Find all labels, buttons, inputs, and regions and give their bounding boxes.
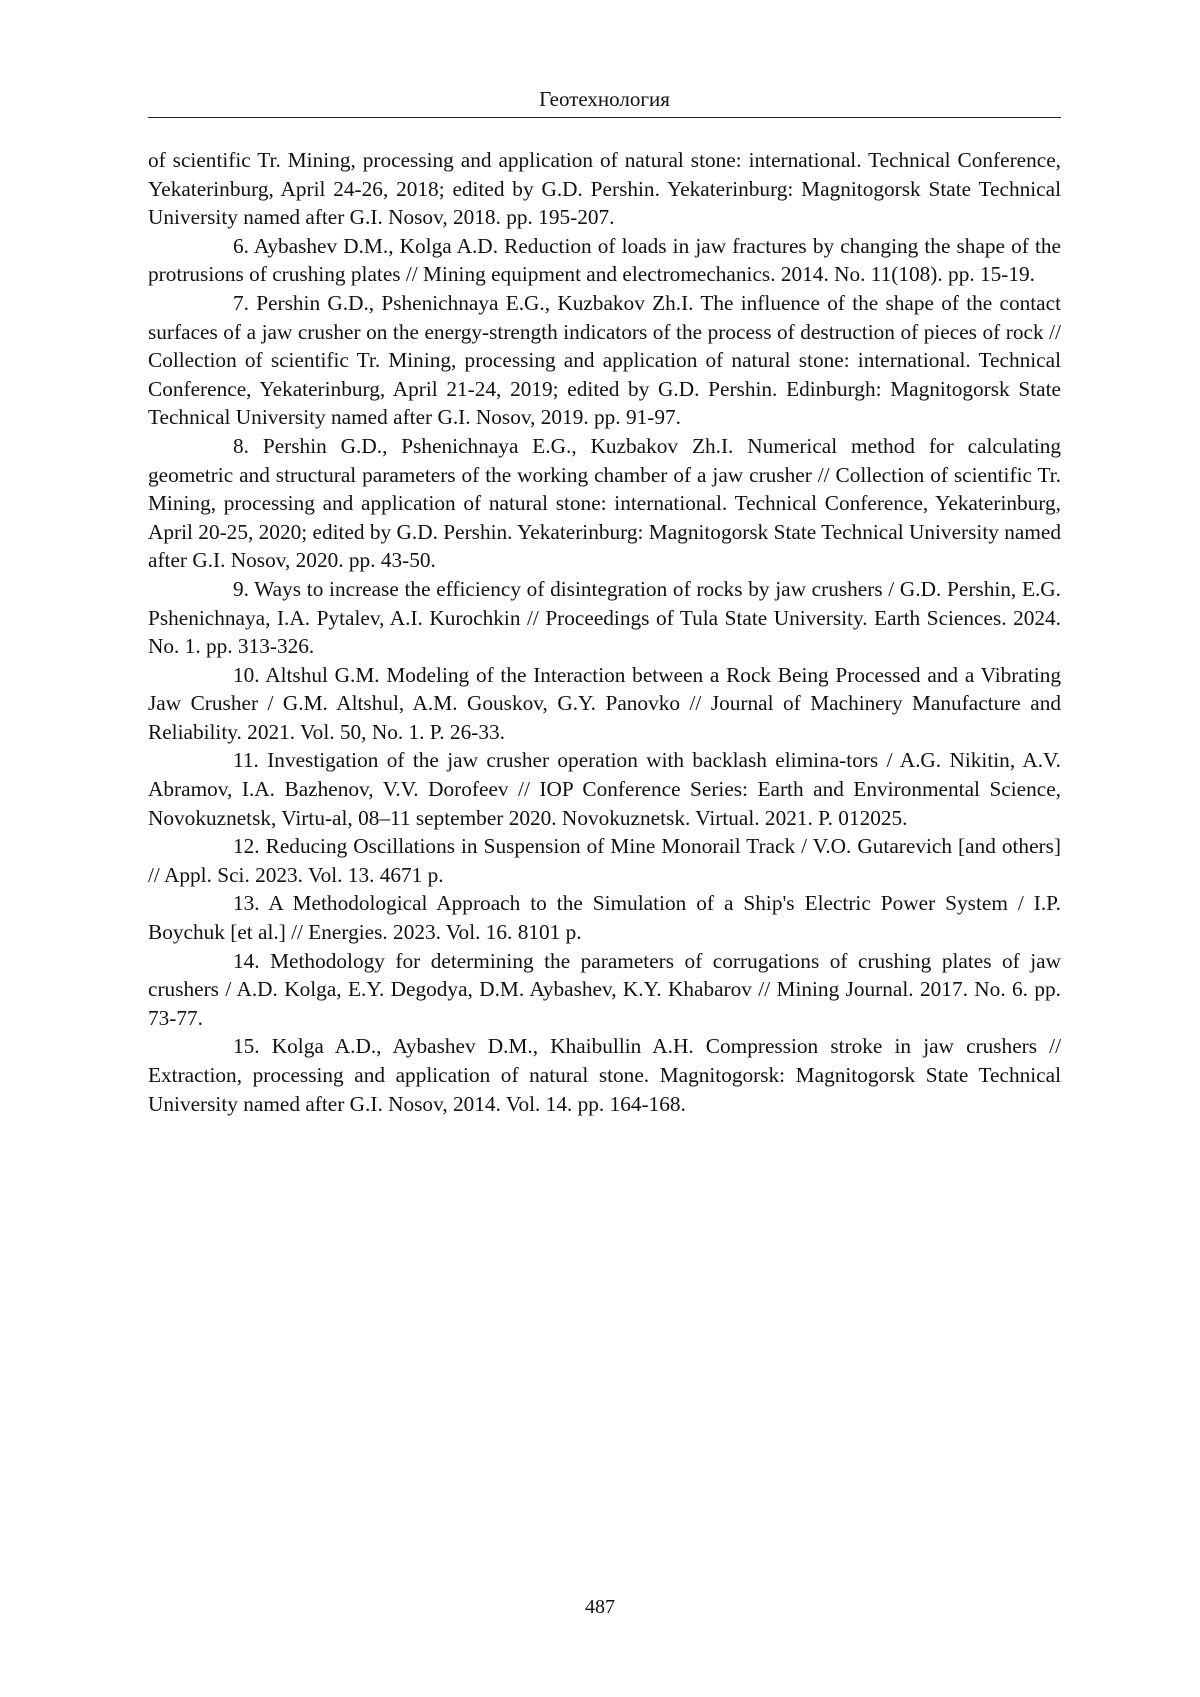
reference-item-6: 6. Aybashev D.M., Kolga A.D. Reduction of loads in jaw fractures by changing the shape of the protrusions of crushing plates // Mining equipment and electromechanics. 2014. No. 11(108). pp. 15-19. [148, 233, 1061, 287]
reference-item-13: 13. A Methodological Approach to the Simulation of a Ship's Electric Power System / I.P. Boychuk [et al.] // Energies. 2023. Vol. 16. 8101 p. [148, 891, 1061, 945]
reference-item-9: 9. Ways to increase the efficiency of disintegration of rocks by jaw crushers / G.D. Pershin, E.G. Pshenichnaya, I.A. Pytalev, A.I. Kurochkin // Proceedings of Tula State University. Earth Sciences. 2024. No. 1. pp. 313-326. [148, 576, 1061, 659]
reference-item-10: 10. Altshul G.M. Modeling of the Interaction between a Rock Being Processed and a Vibrating Jaw Crusher / G.M. Altshul, A.M. Gouskov, G.Y. Panovko // Journal of Machinery Manufacture and Reliability. 2021. Vol. 50, No. 1. P. 26-33. [148, 662, 1061, 744]
reference-list [148, 146, 1061, 1118]
reference-item-7: 7. Pershin G.D., Pshenichnaya E.G., Kuzbakov Zh.I. The influence of the shape of the contact surfaces of a jaw crusher on the energy-strength indicators of the process of destruction of pieces of rock // Collection of scientific Tr. Mining, processing and application of natural stone: international. Technical Conference, Yekaterinburg, April 21-24, 2019; edited by G.D. Pershin. Edinburgh: Magnitogorsk State Technical University named after G.I. Nosov, 2019. pp. 91-97. [148, 290, 1061, 430]
reference-item-8: 8. Pershin G.D., Pshenichnaya E.G., Kuzbakov Zh.I. Numerical method for calculating geometric and structural parameters of the working chamber of a jaw crusher // Collection of scientific Tr. Mining, processing and application of natural stone: international. Technical Conference, Yekaterinburg, April 20-25, 2020; edited by G.D. Pershin. Yekaterinburg: Magnitogorsk State Technical University named after G.I. Nosov, 2020. pp. 43-50. [148, 433, 1061, 573]
reference-item-11: 11. Investigation of the jaw crusher operation with backlash elimina-tors / A.G. Nikitin, A.V. Abramov, I.A. Bazhenov, V.V. Dorofeev // IOP Conference Series: Earth and Environmental Science, Novokuznetsk, Virtu-al, 08–11 september 2020. Novokuznetsk. Virtual. 2021. P. 012025. [148, 748, 1061, 830]
reference-item-14: 14. Methodology for determining the parameters of corrugations of crushing plates of jaw crushers / A.D. Kolga, E.Y. Degodya, D.M. Aybashev, K.Y. Khabarov // Mining Journal. 2017. No. 6. pp. 73-77. [148, 948, 1061, 1030]
header-divider [148, 117, 1061, 118]
reference-item-12: 12. Reducing Oscillations in Suspension of Mine Monorail Track / V.O. Gutarevich [and others] // Appl. Sci. 2023. Vol. 13. 4671 p. [148, 834, 1061, 887]
reference-continuation: of scientific Tr. Mining, processing and application of natural stone: international. Technical Conference, Yekaterinburg, April 24-26, 2018; edited by G.D. Pershin. Yekaterinburg: Magnitogorsk State Technical University named after G.I. Nosov, 2018. pp. 195-207. [148, 148, 1061, 230]
running-head-title: Геотехнология [539, 87, 670, 111]
reference-item-15: 15. Kolga A.D., Aybashev D.M., Khaibullin A.H. Compression stroke in jaw crushers // Extraction, processing and application of natural stone. Magnitogorsk: Magnitogorsk State Technical University named after G.I. Nosov, 2014. Vol. 14. pp. 164-168. [148, 1034, 1061, 1116]
page-number: 487 [585, 1596, 615, 1618]
